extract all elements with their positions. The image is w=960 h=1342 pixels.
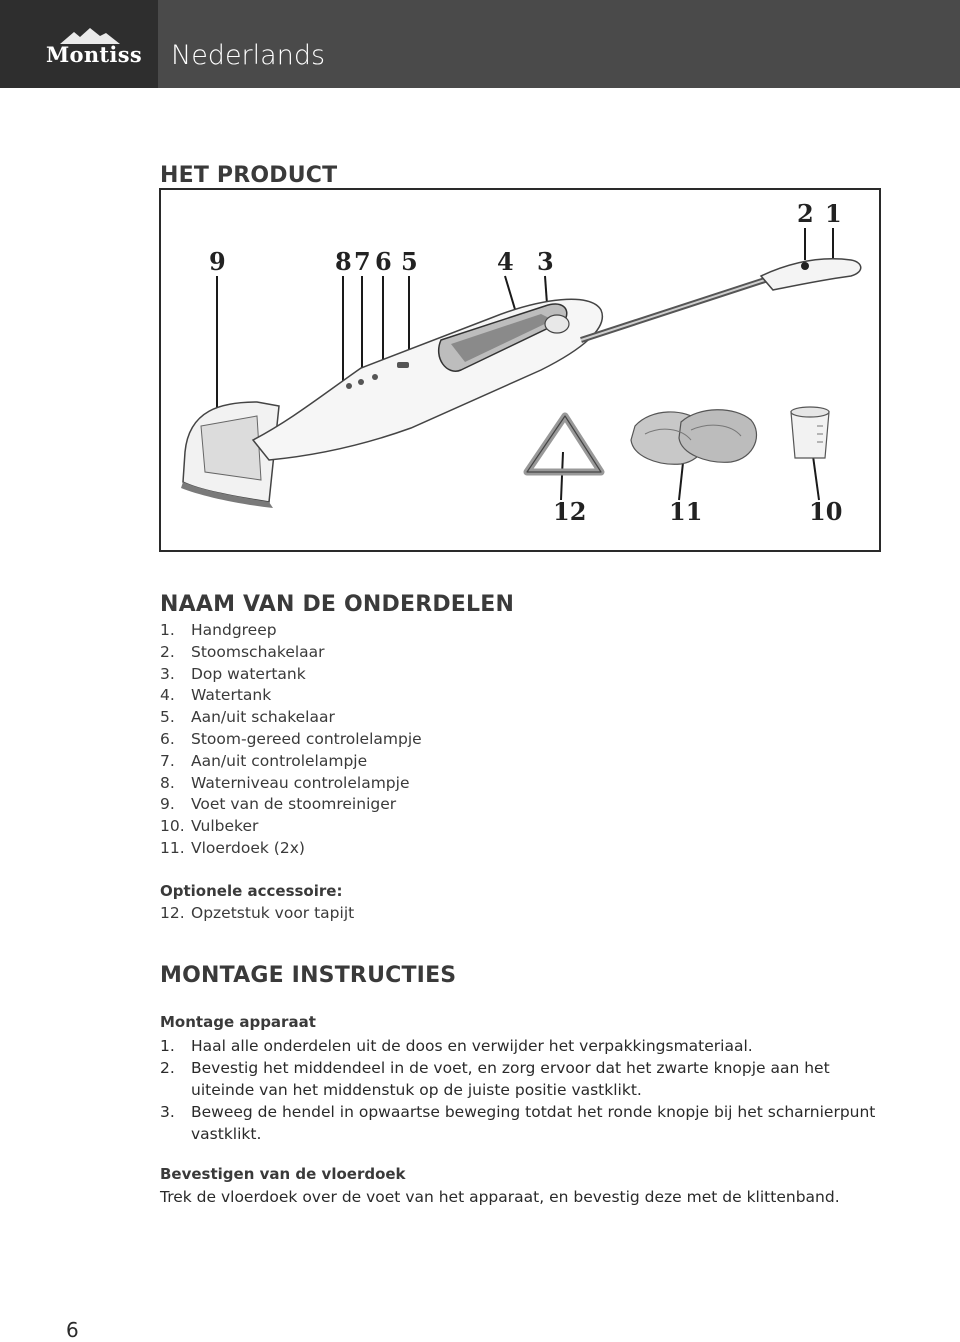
optional-accessory-item: 12. Opzetstuk voor tapijt <box>160 904 355 922</box>
list-item: 2. Stoomschakelaar <box>160 642 325 661</box>
list-item: 2. Bevestig het middendeel in de voet, en zorg ervoor dat het zwarte knopje aan het uiteinde van het middenstuk op de juiste positie vastklikt. <box>160 1059 830 1099</box>
callout-12: 12 <box>553 497 587 526</box>
parts-list <box>160 620 660 860</box>
assembly-heading: MONTAGE INSTRUCTIES <box>160 963 457 988</box>
list-item: 8. Waterniveau controlelampje <box>160 773 410 792</box>
list-item: 3. Dop watertank <box>160 664 306 683</box>
brand-name: Montiss <box>46 42 142 67</box>
callout-3: 3 <box>537 247 554 276</box>
cloth-text: Trek de vloerdoek over de voet van het apparaat, en bevestig deze met de klittenband. <box>160 1188 840 1206</box>
list-item: 5. Aan/uit schakelaar <box>160 708 335 727</box>
callout-2: 2 <box>797 199 814 228</box>
list-item: 6. Stoom-gereed controlelampje <box>160 729 422 748</box>
measuring-cup <box>791 407 829 458</box>
steam-mop-diagram <box>161 190 875 546</box>
parts-heading: NAAM VAN DE ONDERDELEN <box>160 592 515 617</box>
carpet-glider <box>527 416 601 472</box>
callout-6: 6 <box>375 247 392 276</box>
list-item: 1. Haal alle onderdelen uit de doos en verwijder het verpakkingsmateriaal. <box>160 1037 753 1055</box>
list-item: 10. Vulbeker <box>160 817 259 836</box>
product-heading: HET PRODUCT <box>160 163 338 188</box>
page-number: 6 <box>66 1318 79 1342</box>
list-item: 7. Aan/uit controlelampje <box>160 751 368 770</box>
callout-4: 4 <box>497 247 514 276</box>
list-item: 3. Beweeg de hendel in opwaartse beweging totdat het ronde knopje bij het scharnierpunt vastklikt. <box>160 1103 876 1143</box>
callout-9: 9 <box>209 247 226 276</box>
callout-10: 10 <box>809 497 843 526</box>
callout-5: 5 <box>401 247 418 276</box>
language-label: Nederlands <box>171 40 326 71</box>
list-item: 1. Handgreep <box>160 621 277 639</box>
brand-logo <box>0 0 158 88</box>
cloth-heading: Bevestigen van de vloerdoek <box>160 1165 406 1183</box>
callout-1: 1 <box>825 199 842 228</box>
optional-accessory-heading: Optionele accessoire: <box>160 882 343 900</box>
assembly-subheading: Montage apparaat <box>160 1013 316 1031</box>
floor-cloths <box>631 410 757 465</box>
list-item: 11. Vloerdoek (2x) <box>160 838 305 857</box>
mop-handle <box>581 259 861 340</box>
product-illustration <box>159 188 881 552</box>
callout-11: 11 <box>669 497 703 526</box>
page-header <box>0 0 960 88</box>
callout-7: 7 <box>354 247 371 276</box>
list-item: 9. Voet van de stoomreiniger <box>160 795 397 814</box>
assembly-steps <box>160 1035 880 1145</box>
callout-8: 8 <box>335 247 352 276</box>
list-item: 4. Watertank <box>160 686 272 705</box>
